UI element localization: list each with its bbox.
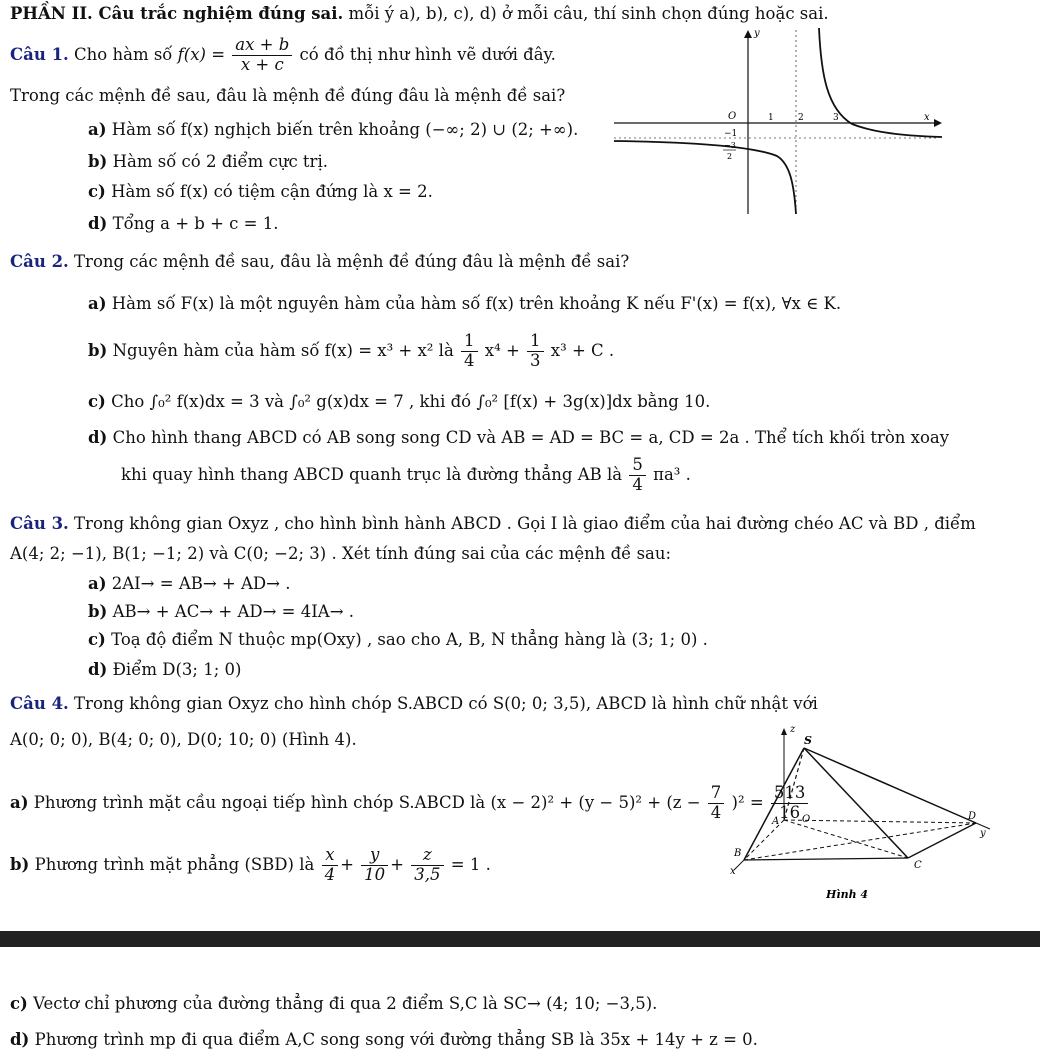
q4-d-text: Phương trình mp đi qua điểm A,C song song với đường thẳng SB là 35x + 14y + z = 0. <box>34 1030 758 1049</box>
edge-sd <box>804 748 976 823</box>
q4-b-frac3-den: 3,5 <box>414 864 441 884</box>
q2-b-mid: x⁴ + <box>484 340 520 360</box>
label-c: C <box>914 860 922 871</box>
q1-c-text: Hàm số f(x) có tiệm cận đứng là x = 2. <box>111 182 433 201</box>
q4-b-frac3-num: z <box>411 846 443 866</box>
q2-prompt-line <box>10 252 629 271</box>
q4-a-frac2-num: 513 <box>771 784 809 804</box>
q2-a-text: Hàm số F(x) là một nguyên hàm của hàm số f(x) trên khoảng K nếu F'(x) = f(x), ∀x ∈ K. <box>111 294 842 313</box>
q3-b-label: b) <box>88 602 108 621</box>
x-axis-arrow <box>934 119 942 127</box>
q4-option-b: b) Phương trình mặt phẳng (SBD) là $\frac{x}{4}$ + $\frac{y}{10}$ + $\frac{z}{3,5}$ = 1 . <box>10 845 491 884</box>
q2-b-pre: Nguyên hàm của hàm số f(x) = x³ + x² là <box>112 340 454 360</box>
q3-line2: A(4; 2; −1), B(1; −1; 2) và C(0; −2; 3) . Xét tính đúng sai của các mệnh đề sau: <box>10 544 672 563</box>
x-axis-label: x <box>924 112 930 123</box>
q3-d-text: Điểm D(3; 1; 0) <box>112 660 242 679</box>
q4-d-label: d) <box>10 1030 30 1049</box>
q3-b-text: AB→ + AC→ + AD→ = 4IA→ . <box>112 602 355 621</box>
q2-d-frac <box>629 456 646 495</box>
label-s: S <box>804 734 812 747</box>
q4-option-a <box>10 784 810 823</box>
edge-bc <box>744 858 908 860</box>
q1-d-label: d) <box>88 214 108 233</box>
q2-b-frac2 <box>527 332 544 371</box>
q4-b-frac2-num: y <box>361 846 388 866</box>
pyramid-figure <box>718 722 1018 904</box>
q2-b-frac1 <box>461 332 478 371</box>
label-x: x <box>730 866 736 877</box>
q2-option-b <box>88 332 614 371</box>
q3-c-label: c) <box>88 630 106 649</box>
q1-intro <box>10 36 556 75</box>
q4-a-mid: )² = <box>731 792 764 812</box>
graph-left-branch <box>614 141 796 214</box>
q3-line1 <box>10 514 976 533</box>
q2-option-a <box>88 294 841 313</box>
q2-option-d-line2 <box>121 456 691 495</box>
q4-b-frac3 <box>411 846 443 885</box>
q1-b-label: b) <box>88 152 108 171</box>
q4-a-frac1-num: 7 <box>708 784 725 804</box>
tick-neg32-num: −3 <box>724 141 736 150</box>
edge-sc <box>804 748 908 858</box>
q2-d-frac-num: 5 <box>629 456 646 476</box>
q1-option-d <box>88 214 278 233</box>
edge-cd <box>908 823 976 858</box>
q2-prompt: Trong các mệnh đề sau, đâu là mệnh đề đúng đâu là mệnh đề sai? <box>74 252 630 271</box>
tick-3: 3 <box>833 113 839 123</box>
q2-a-label: a) <box>88 294 107 313</box>
q1-prompt: Trong các mệnh đề sau, đâu là mệnh đề đúng đâu là mệnh đề sai? <box>10 86 566 105</box>
q2-b-frac1-den: 4 <box>464 350 475 370</box>
q4-line1 <box>10 694 818 713</box>
tick-1: 1 <box>768 113 774 123</box>
q2-b-post: x³ + C . <box>550 340 615 360</box>
q2-d-line2-post: πa³ . <box>653 464 691 484</box>
q4-b-frac1-num: x <box>322 846 339 866</box>
q3-label: Câu 3. <box>10 514 69 533</box>
q1-intro-post: có đồ thị như hình vẽ dưới đây. <box>299 44 556 64</box>
q4-b-post: = 1 . <box>450 854 491 874</box>
q4-b-frac2-den: 10 <box>364 864 386 884</box>
edge-sb <box>744 748 804 860</box>
q4-option-d <box>10 1030 758 1049</box>
q1-c-label: c) <box>88 182 106 201</box>
q2-option-c <box>88 392 710 411</box>
q1-option-c <box>88 182 433 201</box>
figure-caption: Hình 4 <box>826 888 869 901</box>
q3-d-label: d) <box>88 660 108 679</box>
edge-sa <box>784 748 804 820</box>
q1-intro-pre: Cho hàm số <box>74 44 173 64</box>
q4-label: Câu 4. <box>10 694 69 713</box>
q3-option-b <box>88 602 354 621</box>
q2-c-label: c) <box>88 392 106 411</box>
q2-d-label: d) <box>88 428 108 447</box>
q4-line2: A(0; 0; 0), B(4; 0; 0), D(0; 10; 0) (Hình 4). <box>10 730 357 749</box>
q4-b-frac2 <box>361 846 388 885</box>
q2-b-label: b) <box>88 340 108 360</box>
q1-func-num: ax + b <box>232 36 292 56</box>
q1-a-text: Hàm số f(x) nghịch biến trên khoảng (−∞; 2) ∪ (2; +∞). <box>111 120 579 139</box>
q1-func-den: x + c <box>240 54 284 74</box>
section-header <box>10 4 829 23</box>
q1-label: Câu 1. <box>10 44 69 64</box>
page-break-band <box>0 931 1040 947</box>
q4-a-pre: Phương trình mặt cầu ngoại tiếp hình chóp S.ABCD là (x − 2)² + (y − 5)² + (z − <box>33 792 701 812</box>
q1-b-text: Hàm số có 2 điểm cực trị. <box>112 152 328 171</box>
tick-neg1: −1 <box>724 129 738 139</box>
label-z: z <box>790 724 796 735</box>
q4-a-label: a) <box>10 792 29 812</box>
q3-a-label: a) <box>88 574 107 593</box>
label-y: y <box>980 828 986 839</box>
tick-neg32-den: 2 <box>727 152 733 161</box>
y-axis-pyramid <box>784 820 976 823</box>
q2-label: Câu 2. <box>10 252 69 271</box>
q2-b-frac1-num: 1 <box>461 332 478 352</box>
q4-option-c <box>10 994 657 1013</box>
q4-line1-text: Trong không gian Oxyz cho hình chóp S.ABCD có S(0; 0; 3,5), ABCD là hình chữ nhật với <box>74 694 818 713</box>
label-d: D <box>968 811 977 822</box>
q4-b-frac1-den: 4 <box>324 864 336 884</box>
q2-c-text: Cho ∫₀² f(x)dx = 3 và ∫₀² g(x)dx = 7 , khi đó ∫₀² [f(x) + 3g(x)]dx bằng 10. <box>111 392 711 411</box>
q4-c-label: c) <box>10 994 28 1013</box>
label-a: A <box>772 816 780 827</box>
y-axis-label: y <box>754 28 760 39</box>
q3-a-text: 2AI→ = AB→ + AD→ . <box>111 574 291 593</box>
label-b: B <box>734 848 742 859</box>
label-o: O <box>802 814 811 825</box>
q4-a-frac1-den: 4 <box>710 802 722 822</box>
q1-option-b <box>88 152 328 171</box>
section-instruction: mỗi ý a), b), c), d) ở mỗi câu, thí sinh chọn đúng hoặc sai. <box>348 4 829 23</box>
q3-option-a <box>88 574 290 593</box>
q3-line1-text: Trong không gian Oxyz , cho hình bình hành ABCD . Gọi I là giao điểm của hai đường chéo AC và BD , điểm <box>74 514 976 533</box>
tick-2: 2 <box>798 113 804 123</box>
z-axis-arrow <box>781 728 787 735</box>
q4-a-frac2-den: 16 <box>779 802 801 822</box>
q2-b-frac2-den: 3 <box>530 350 541 370</box>
q4-c-text: Vectơ chỉ phương của đường thẳng đi qua 2 điểm S,C là SC→ (4; 10; −3,5). <box>33 994 658 1013</box>
q1-graph <box>612 24 948 216</box>
q3-option-d <box>88 660 241 679</box>
q4-b-pre: Phương trình mặt phẳng (SBD) là <box>34 854 315 874</box>
section-title: PHẦN II. Câu trắc nghiệm đúng sai. <box>10 4 344 23</box>
y-axis-arrow <box>744 30 752 38</box>
q1-a-label: a) <box>88 120 107 139</box>
q3-option-c <box>88 630 708 649</box>
q2-d-frac-den: 4 <box>632 474 643 494</box>
origin-label: O <box>728 111 737 122</box>
q1-option-a <box>88 120 578 139</box>
q1-d-text: Tổng a + b + c = 1. <box>112 214 279 233</box>
q1-func-fraction <box>232 36 292 75</box>
q2-d-line1: Cho hình thang ABCD có AB song song CD và AB = AD = BC = a, CD = 2a . Thể tích khối tròn xoay <box>112 428 950 447</box>
q2-d-line2-pre: khi quay hình thang ABCD quanh trục là đường thẳng AB là <box>121 464 623 484</box>
q2-option-d <box>88 428 949 447</box>
q4-b-frac1 <box>322 846 339 885</box>
q1-func-lhs: f(x) = <box>177 44 226 64</box>
q3-c-text: Toạ độ điểm N thuộc mp(Oxy) , sao cho A, B, N thẳng hàng là (3; 1; 0) . <box>111 630 708 649</box>
q2-b-frac2-num: 1 <box>527 332 544 352</box>
q4-b-label: b) <box>10 854 30 874</box>
